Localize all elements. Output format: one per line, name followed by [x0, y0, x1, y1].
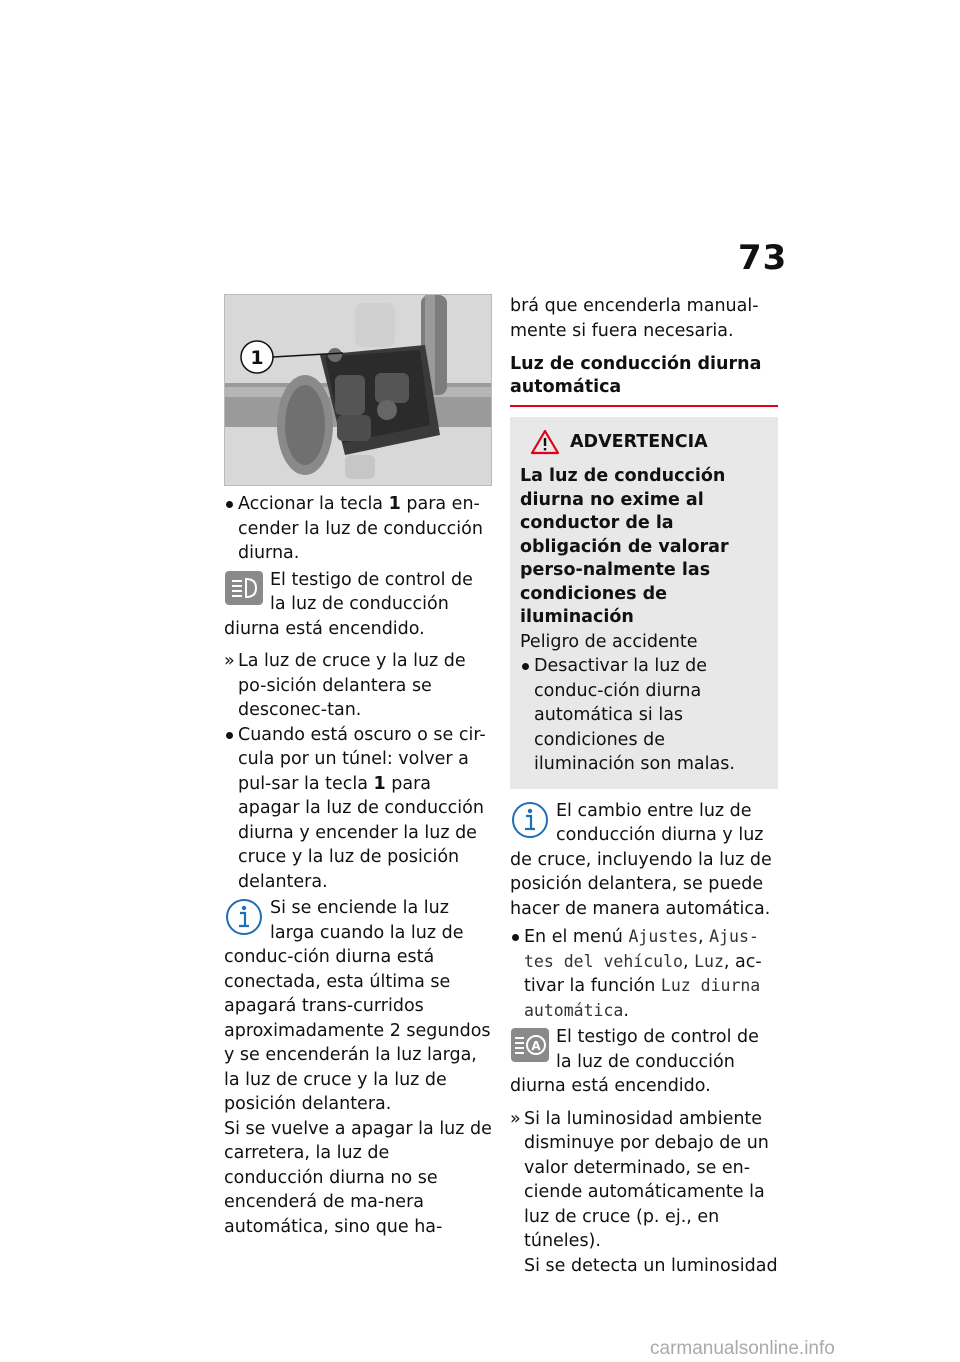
handlebar-switch-illustration — [225, 295, 491, 485]
text-continuation: brá que encenderla manual-mente si fuera necesaria. — [510, 296, 759, 341]
warning-statement: La luz de conducción diurna no exime al conductor de la obligación de valorar perso-nalmente las condiciones de iluminación — [520, 466, 729, 627]
warning-risk: Peligro de accidente — [520, 631, 698, 652]
step-tunnel: Cuando está oscuro o se cir-cula por un túnel: volver a pul-sar la tecla 1 para apagar la luz de conducción diurna y encender la luz de cruce y la luz de posición delantera. — [224, 723, 492, 895]
result-auto-low-beam: » Si la luminosidad ambiente disminuye por debajo de un valor determinado, se en-ciende automáticamente la luz de cruce (p. ej., en túneles). — [510, 1108, 769, 1251]
daytime-light-indicator-icon — [224, 570, 264, 608]
warning-title: ADVERTENCIA — [530, 429, 766, 455]
step-menu-path: En el menú Ajustes, Ajus-tes del vehículo, Luz, ac-tivar la función Luz diurna automática. — [510, 925, 778, 1023]
right-column — [510, 294, 778, 1278]
info-high-beam: Si se enciende la luz larga cuando la luz de conduc-ción diurna está conectada, esta última se apagará trans-curridos aproximadamente 2 segundos y se encenderán la luz larga, la luz de cruce y la luz de posición delantera. — [224, 898, 491, 1114]
watermark: carmanualsonline.info — [650, 1338, 835, 1359]
step-press-key: Accionar la tecla 1 para en-cender la luz de conducción diurna. — [224, 492, 492, 566]
heading-rule — [510, 405, 778, 407]
handlebar-switch-figure — [224, 294, 492, 486]
auto-daytime-light-indicator-icon — [510, 1027, 550, 1065]
indicator-note: El testigo de control de la luz de conducción diurna está encendido. — [224, 569, 473, 639]
indicator-note-auto: A El testigo de control de la luz de conducción diurna está encendido. — [510, 1027, 759, 1096]
info-icon — [224, 898, 264, 936]
warning-action: Desactivar la luz de conduc-ción diurna automática si las condiciones de iluminación son malas. — [520, 654, 766, 777]
section-heading: Luz de conducción diurna automática — [510, 354, 762, 397]
result-auto-continued: Si se detecta un luminosidad — [524, 1255, 778, 1276]
left-column — [224, 294, 492, 1239]
warning-box — [510, 417, 778, 789]
warning-triangle-icon — [530, 429, 560, 455]
result-arrow-icon: » — [224, 651, 235, 671]
info-icon — [510, 801, 550, 839]
callout-1: 1 — [250, 347, 264, 369]
svg-text:A: A — [531, 1039, 541, 1053]
result-arrow-icon: » — [510, 1108, 521, 1129]
result-lights-off: » La luz de cruce y la luz de po-sición delantera se desconec-tan. — [224, 651, 466, 720]
info-automatic: El cambio entre luz de conducción diurna y luz de cruce, incluyendo la luz de posición delantera, se puede hacer de manera automática. — [510, 800, 772, 919]
page-number: 73 — [738, 238, 788, 278]
info-high-beam-continued: Si se vuelve a apagar la luz de carretera, la luz de conducción diurna no se encenderá de ma-nera automática, sino que ha- — [224, 1118, 492, 1237]
